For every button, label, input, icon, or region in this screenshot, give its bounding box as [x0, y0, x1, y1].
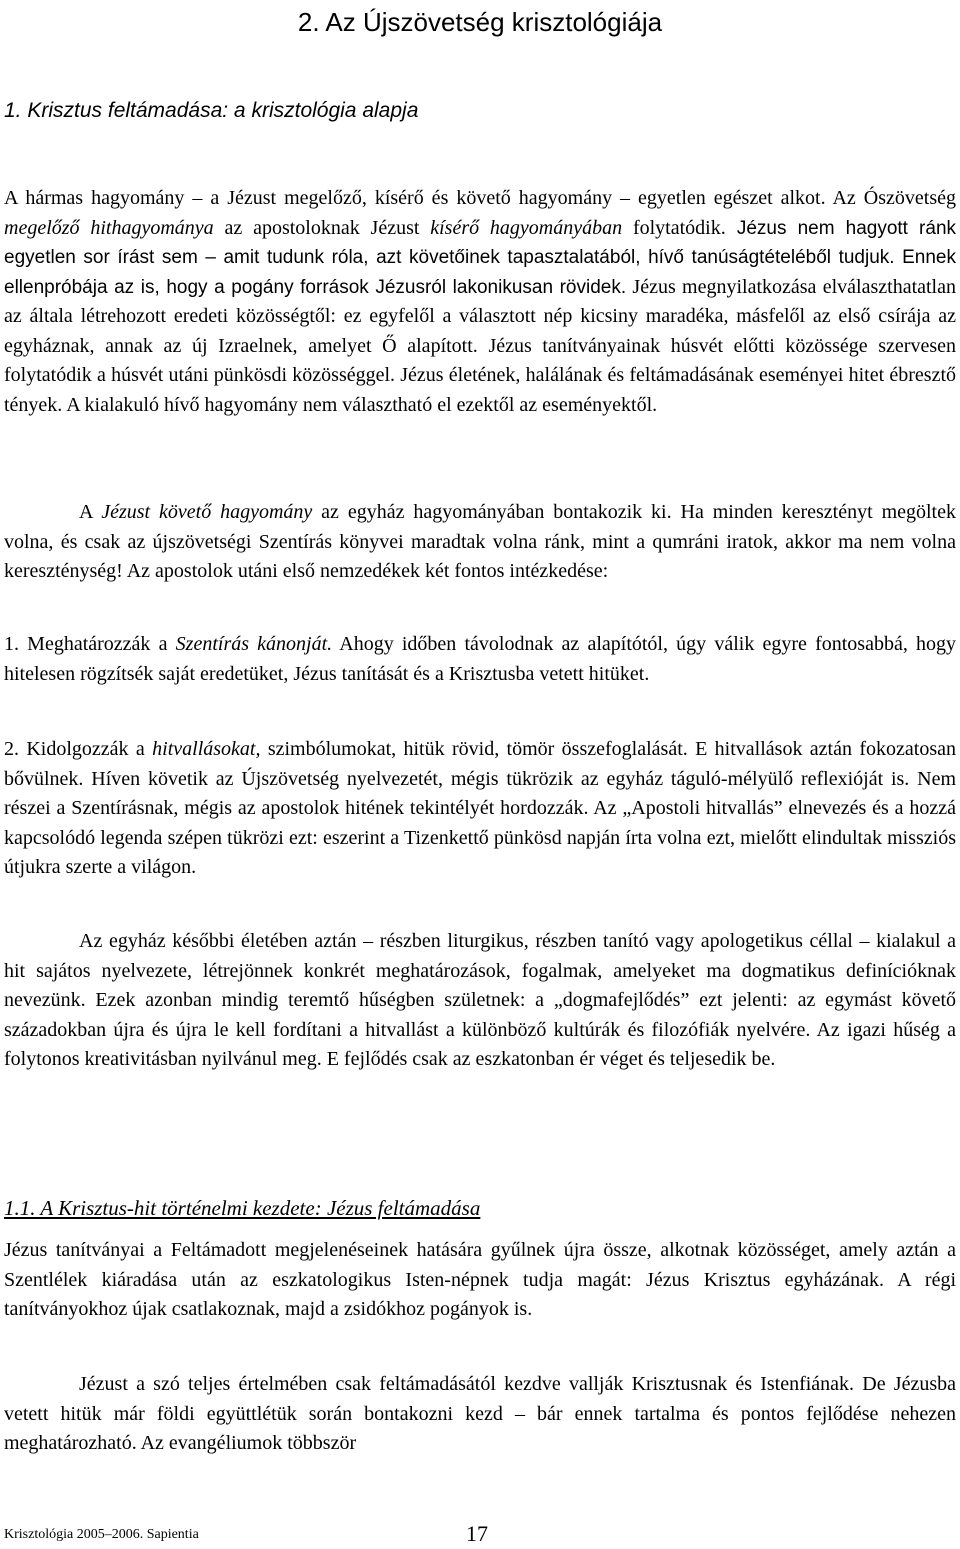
footer-course-label: Krisztológia 2005–2006. Sapientia — [4, 1527, 199, 1542]
footer-page-number: 17 — [466, 1521, 488, 1546]
paragraph-3 — [4, 630, 956, 689]
paragraph-2 — [4, 498, 956, 587]
paragraph-4 — [4, 735, 956, 883]
page-title: 2. Az Újszövetség krisztológiája — [297, 7, 663, 37]
p2-text-a: A — [79, 501, 102, 523]
subsection-heading: 1.1. A Krisztus-hit történelmi kezdete: Jézus feltámadása — [4, 1196, 481, 1220]
p6-text: Jézus tanítványai a Feltámadott megjelenéseinek hatására gyűlnek újra össze, alkotnak közösséget, amely aztán a Szentlélek kiáradása után az eszkatologikus Isten-népnek tudja magát: Jézus Krisztus egyházának. A régi tanítványokhoz újak csatlakoznak, majd a zsidókhoz pogányok is. — [4, 1239, 956, 1320]
p4-text-a: 2. Kidolgozzák a — [4, 738, 153, 760]
p3-italic-b: Szentírás kánonját. — [175, 633, 333, 655]
p3-text-a: 1. Meghatározzák a — [4, 633, 176, 655]
p1-text-e: folytatódik. — [622, 216, 726, 239]
p2-italic-b: Jézust követő hagyomány — [101, 501, 313, 523]
p4-italic-b: hitvallásokat, — [152, 738, 261, 760]
p1-text-c: az apostoloknak Jézust — [213, 216, 431, 239]
p7-text: Jézust a szó teljes értelmében csak feltámadásától kezdve vallják Krisztusnak és Istenfiának. De Jézusba vetett hitük már földi együttlétük során bontakozni kezd – bár ennek tartalma és pontos fejlődése nehezen meghatározható. Az evangéliumok többször — [4, 1373, 956, 1454]
p2-text-d: Ha minden keresztényt megöltek volna, és csak az újszövetségi Szentírás könyvei maradtak volna ránk, mint a qumráni iratok, akkor ma nem volna kereszténység! Az apostolok utáni első nemzedékek két fontos intézkedése: — [4, 501, 956, 582]
paragraph-5 — [4, 927, 956, 1075]
paragraph-7 — [4, 1370, 956, 1459]
p3-text-c: Ahogy időben távolodnak az alapítótól, úgy válik egyre fontosabbá, hogy hitelesen rögzítsék saját eredetüket, Jézus tanítását és a Krisztusba vetett hitüket. — [4, 633, 957, 685]
p1-text-a: A hármas hagyomány – a Jézust megelőző, kísérő és követő hagyomány – egyetlen egészet alkot. Az Ószövetség — [4, 187, 956, 209]
p4-text-c: szimbólumokat, hitük rövid, tömör összefoglalását. E hitvallások aztán fokozatosan bővülnek. Híven követik az Újszövetség nyelvezetét, mégis tükrözik az egyház táguló-mélyülő reflexióját is. Nem részei a Szentírásnak, mégis az apostolok hitének tekintélyét hordozzák. Az „Apostoli hitvallás” elnevezés és a hozzá kapcsolódó legenda szépen tükrözi ezt: eszerint a Tizenkettő pünkösd napján írta volna ezt, mielőtt elindultak missziós útjukra szerte a világon. — [4, 738, 956, 878]
p1-italic-b: megelőző hithagyománya — [4, 216, 214, 239]
p1-text-g: Jézus megnyilatkozása elválaszthatatlan az általa létrehozott eredeti közösségtől: ez egyfelől a választott nép kicsiny maradéka, másfelől az első csírája az egyháznak, annak az új Izraelnek, amelyet Ő alapított. Jézus tanítványainak húsvét előtti közössége szervesen folytatódik a húsvét utáni pünkösdi közösséggel. Jézus életének, halálának és feltámadásának eseményei hitet ébresztő tények. A kialakuló hívő hagyomány nem választható el ezektől az eseményektől. — [4, 275, 956, 416]
p5-text: Az egyház későbbi életében aztán – részben liturgikus, részben tanító vagy apologetikus céllal – kialakul a hit sajátos nyelvezete, létrejönnek konkrét meghatározások, fogalmak, amelyeket ma dogmatikus definícióknak nevezünk. Ezek azonban mindig teremtő hűségben születnek: a „dogmafejlődés” ezt jelenti: az egymást követő századokban újra és újra le kell fordítani a hitvallást a különböző kultúrák és filozófiák nyelvére. Az igazi hűség a folytonos kreativitásban nyilvánul meg. E fejlődés csak az eszkatonban ér véget és teljesedik be. — [4, 930, 956, 1070]
p1-text-f: Jézus nem hagyott ránk egyetlen sor írást sem – amit tudunk róla, azt követőinek tapasztalatából, hívő tanúságtételéből tudjuk. Ennek ellenpróbája az is, hogy a pogány források Jézusról lakonikusan rövidek. — [4, 217, 957, 298]
p1-italic-d: kísérő hagyományában — [430, 216, 623, 239]
p2-text-c: az egyház hagyományában bontakozik ki. — [312, 501, 672, 523]
paragraph-1 — [4, 184, 956, 420]
paragraph-6 — [4, 1236, 956, 1325]
section-heading: 1. Krisztus feltámadása: a krisztológia alapja — [4, 99, 419, 122]
